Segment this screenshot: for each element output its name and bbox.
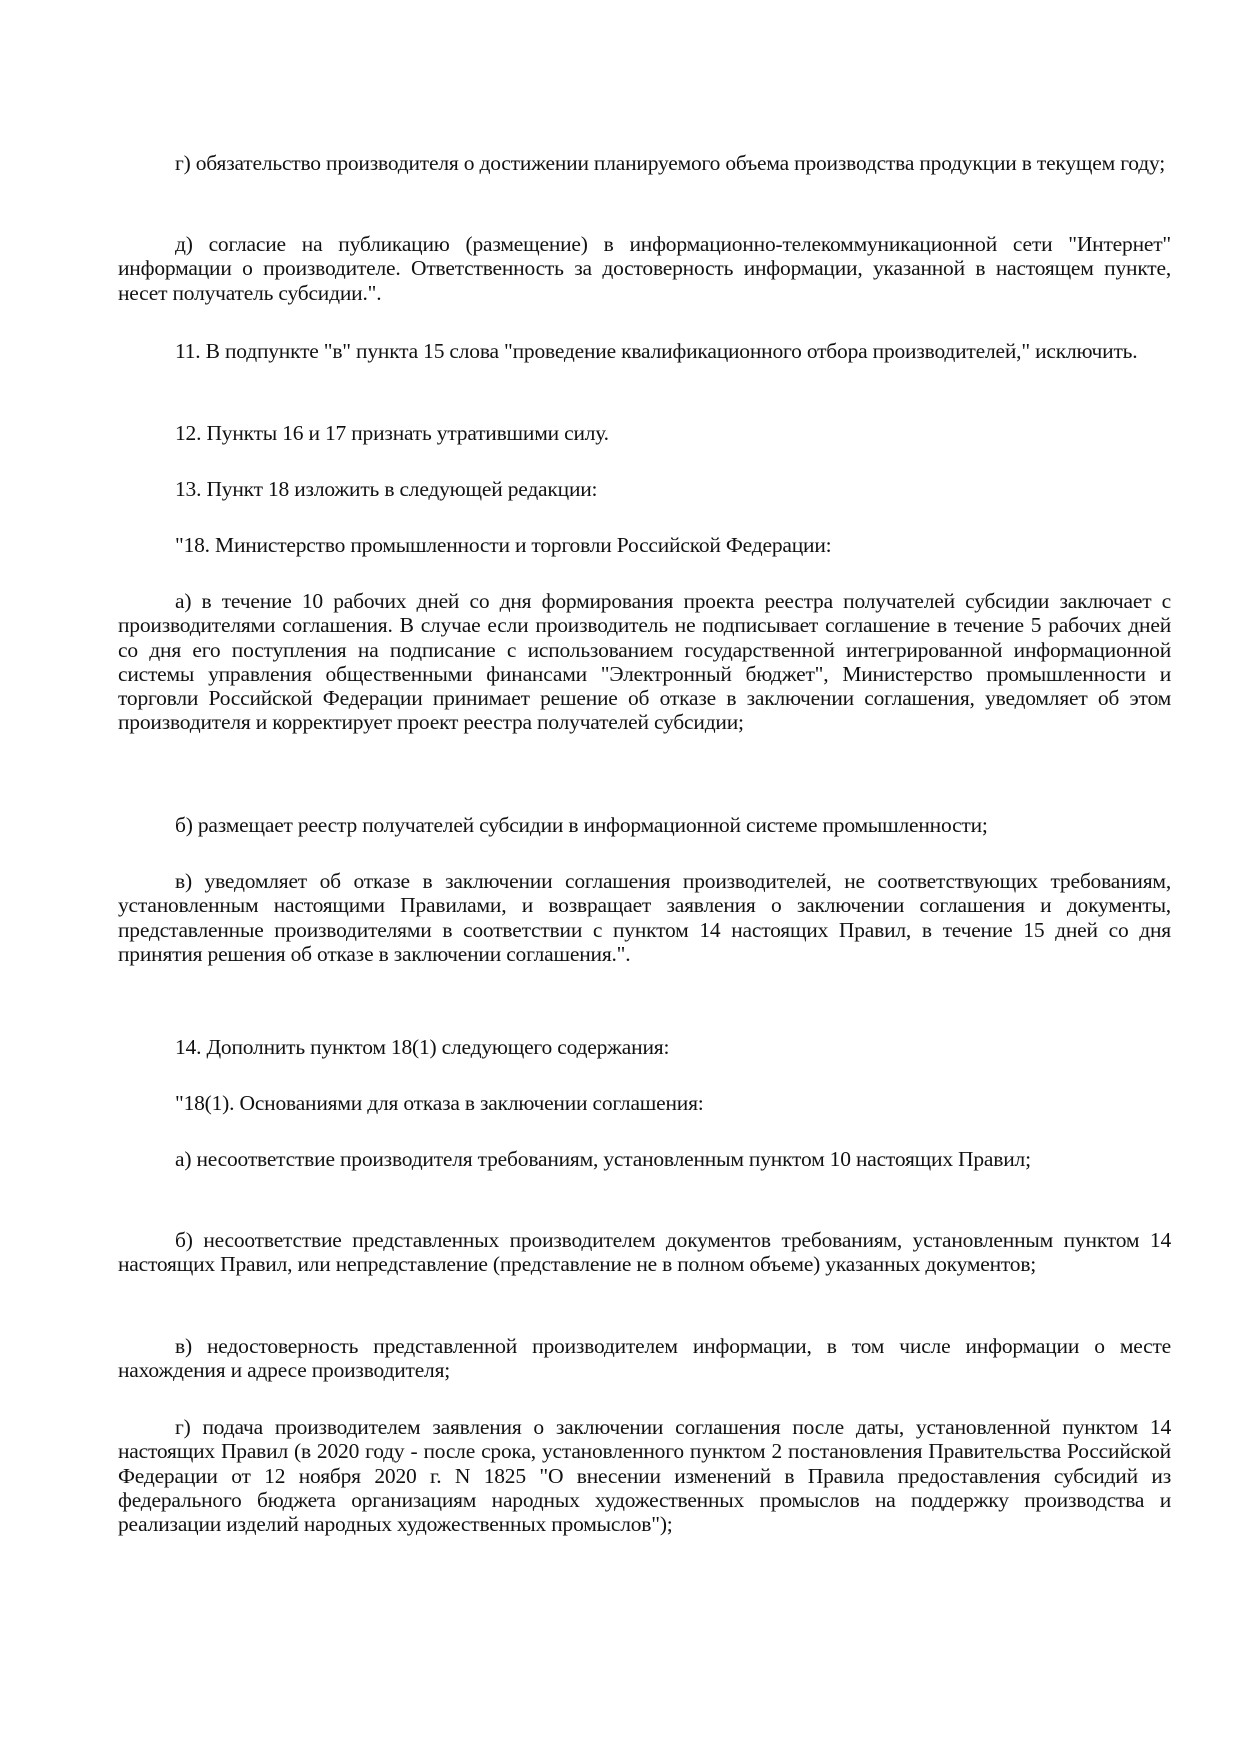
paragraph-point-18-title: "18. Министерство промышленности и торговли Российской Федерации:: [175, 533, 832, 557]
paragraph-point-18-v: в) уведомляет об отказе в заключении соглашения производителей, не соответствующих требованиям, установленным настоящими Правилами, и возвращает заявления о заключении соглашения и документы, представленные производителями в соответствии с пунктом 14 настоящих Правил, в течение 15 дней со дня принятия решения об отказе в заключении соглашения.".: [118, 869, 1171, 966]
paragraph-g-obligation: г) обязательство производителя о достижении планируемого объема производства продукции в текущем году;: [175, 151, 1165, 175]
paragraph-item-13: 13. Пункт 18 изложить в следующей редакции:: [175, 477, 598, 501]
paragraph-point-18-1-title: "18(1). Основаниями для отказа в заключении соглашения:: [175, 1091, 704, 1115]
paragraph-item-14: 14. Дополнить пунктом 18(1) следующего содержания:: [175, 1035, 670, 1059]
paragraph-point-18-b: б) размещает реестр получателей субсидии в информационной системе промышленности;: [175, 813, 988, 837]
paragraph-point-18-1-v: в) недостоверность представленной производителем информации, в том числе информации о месте нахождения и адресе производителя;: [118, 1334, 1171, 1383]
paragraph-point-18-1-g: г) подача производителем заявления о заключении соглашения после даты, установленной пунктом 14 настоящих Правил (в 2020 году - после срока, установленного пунктом 2 постановления Правительства Российской Федерации от 12 ноября 2020 г. N 1825 "О внесении изменений в Правила предоставления субсидий из федерального бюджета организациям народных художественных промыслов на поддержку производства и реализации изделий народных художественных промыслов");: [118, 1415, 1171, 1537]
paragraph-item-11: 11. В подпункте "в" пункта 15 слова "проведение квалификационного отбора производителей," исключить.: [175, 339, 1138, 363]
paragraph-point-18-a: а) в течение 10 рабочих дней со дня формирования проекта реестра получателей субсидии заключает с производителями соглашения. В случае если производитель не подписывает соглашение в течение 5 рабочих дней со дня его поступления на подписание с использованием государственной интегрированной информационной системы управления общественными финансами "Электронный бюджет", Министерство промышленности и торговли Российской Федерации принимает решение об отказе в заключении соглашения, уведомляет об этом производителя и корректирует проект реестра получателей субсидии;: [118, 589, 1171, 735]
paragraph-d-consent: д) согласие на публикацию (размещение) в информационно-телекоммуникационной сети "Интернет" информации о производителе. Ответственность за достоверность информации, указанной в настоящем пункте, несет получатель субсидии.".: [118, 232, 1171, 305]
paragraph-point-18-1-a: а) несоответствие производителя требованиям, установленным пунктом 10 настоящих Правил;: [175, 1147, 1031, 1171]
paragraph-item-12: 12. Пункты 16 и 17 признать утратившими силу.: [175, 421, 609, 445]
paragraph-point-18-1-b: б) несоответствие представленных производителем документов требованиям, установленным пунктом 14 настоящих Правил, или непредставление (представление не в полном объеме) указанных документов;: [118, 1228, 1171, 1277]
